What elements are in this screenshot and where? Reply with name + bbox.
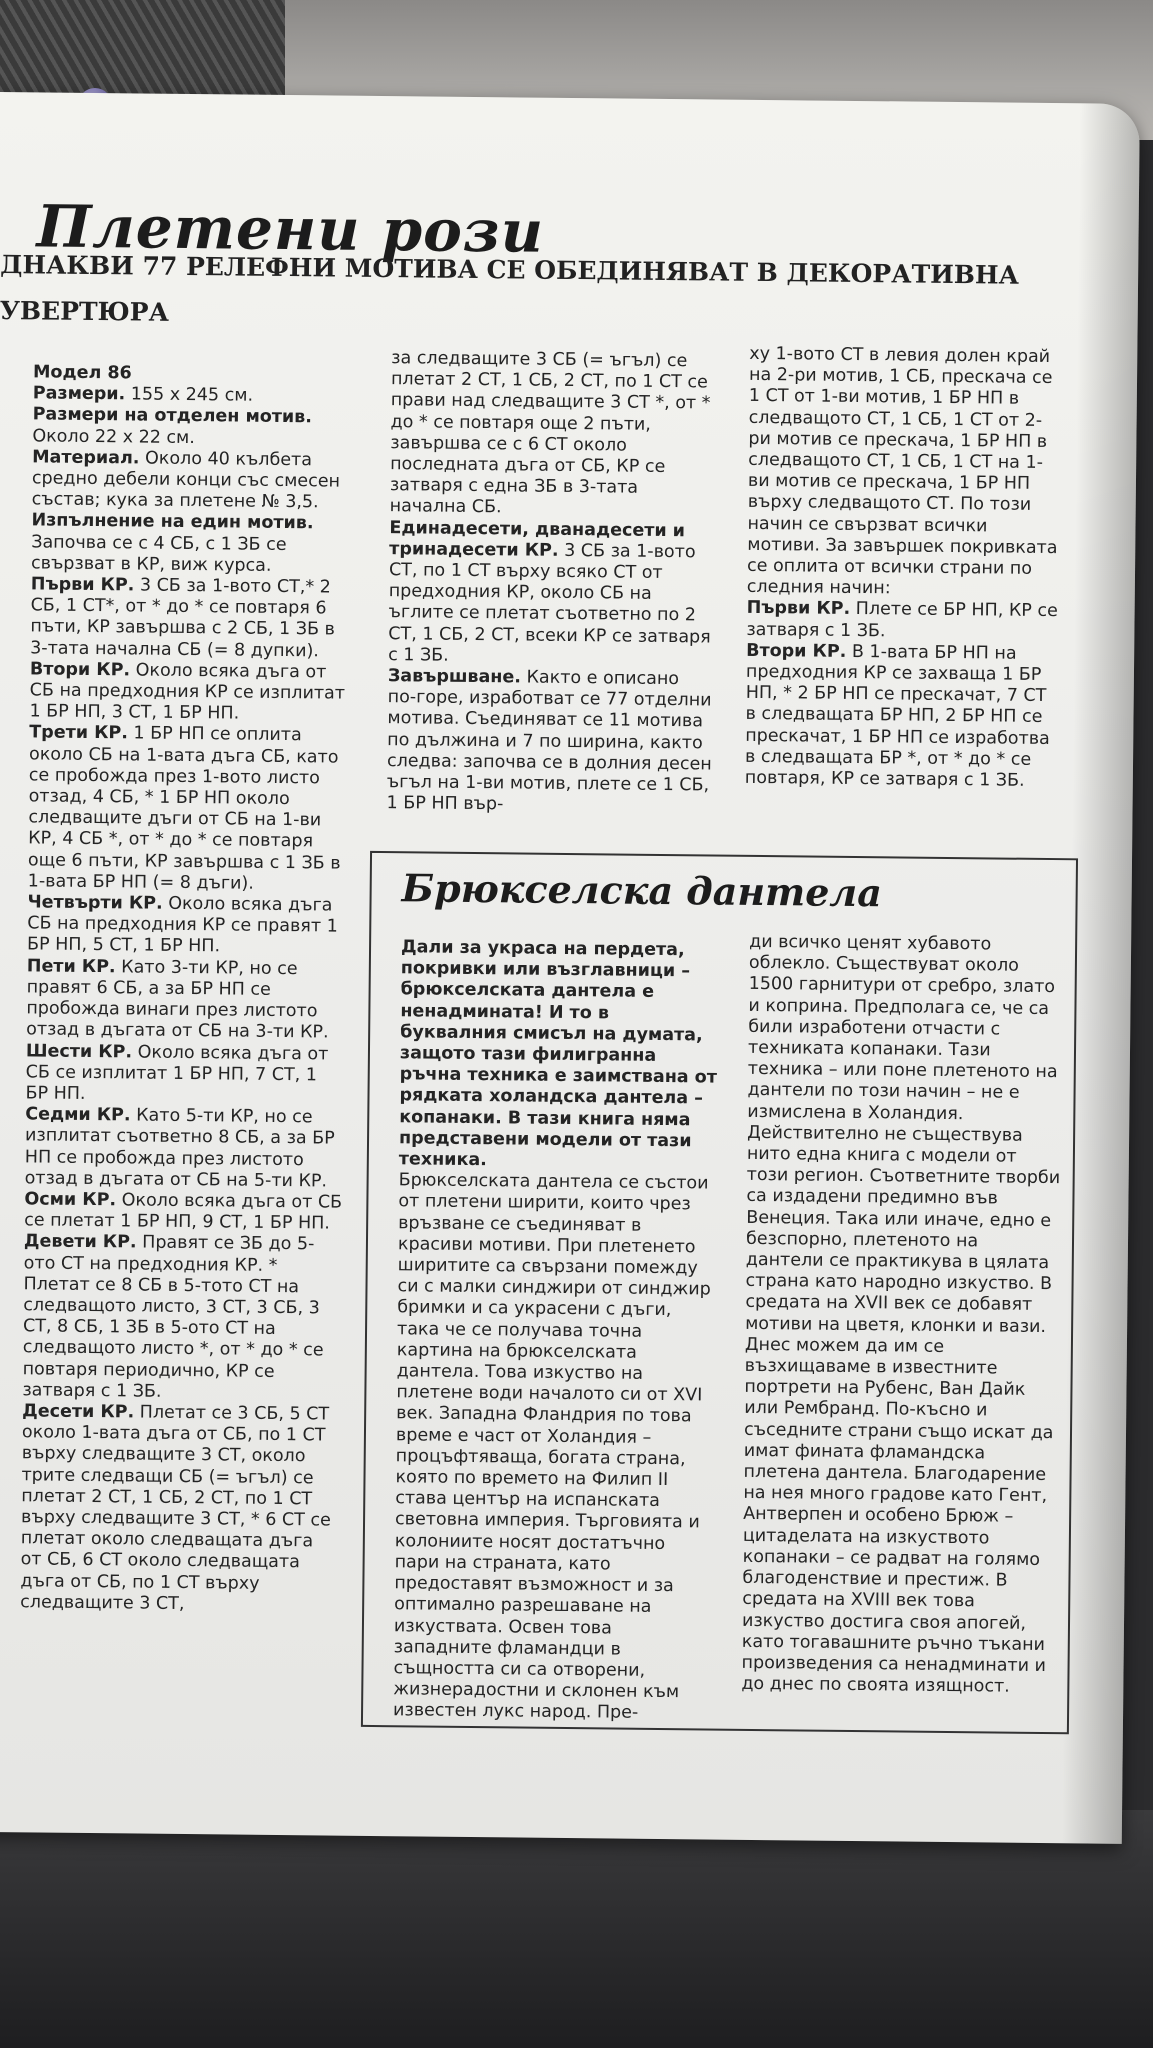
instruction-paragraph [25,1104,344,1192]
instruction-paragraph [25,1041,344,1108]
instruction-text: 1 БР НП се оплита около СБ на 1-вата дъга СБ, като се пробожда през 1-вото листо отзад, 4 СБ, * 1 БР НП около следващите дъги от СБ на 1-ви КР, 4 СБ *, от * до * се повтаря още 6 пъти, КР завършва с 1 ЗБ в 1-вата БР НП (= 8 дъги). [27,723,341,894]
page-title: Плетени рози [36,192,545,266]
instruction-label: Материал. [32,447,140,469]
instruction-paragraph [32,405,350,451]
sidebar-lead: Дали за украса на пердета, покривки или възглавници – брюкселската дантела е ненадмината! И то в буквалния смисъл на думата, защото тази филигранна ръчна техника е заимствана от рядката холандска дантела – копанаки. В тази книга няма представени модели от тази техника. [398,937,718,1171]
instruction-paragraph [26,956,345,1044]
instruction-paragraph [29,659,348,726]
instruction-label: Втори КР. [29,659,131,681]
instruction-label: Първи КР. [746,598,851,620]
instruction-paragraph [31,511,350,578]
instruction-paragraph [20,1401,340,1616]
sidebar-column-2 [741,932,1064,1699]
instructions-column-2 [386,348,716,818]
instruction-text: В 1-вата БР НП на предходния КР се захваща 1 БР НП, * 2 БР НП се прескачат, 7 СТ в следващата БР НП, 2 БР НП се прескачат, 1 БР НП се изработва в следващата БР *, от * до * се повтаря, КР се затваря с 1 ЗБ. [744,641,1050,791]
instruction-label: Десети КР. [22,1401,135,1423]
instruction-paragraph [386,666,713,818]
instruction-paragraph [27,892,346,959]
instruction-text: Плете се БР НП, КР се затваря с 1 ЗБ. [746,599,1058,641]
sidebar-column-1 [393,937,721,1725]
sidebar-title: Брюкселска дантела [401,865,883,916]
instruction-paragraph [746,598,1061,644]
instruction-text: Около 40 кълбета средно дебели конци със смесен състав; кука за плетене № 3,5. [31,448,341,513]
instruction-label: Размери на отделен мотив. [32,404,313,428]
instruction-label: Осми КР. [24,1189,117,1211]
background-floor [0,1810,1153,2048]
instruction-label: Завършване. [387,666,522,688]
instruction-label: Втори КР. [746,640,847,662]
instruction-label: Девети КР. [23,1231,137,1253]
instruction-paragraph [28,723,348,896]
instruction-text: Правят се ЗБ до 5-ото СТ на предходния КР. * Плетат се 8 СБ в 5-тото СТ на следващото листо, 3 СТ, 3 СБ, 3 СТ, 8 СБ, 1 ЗБ в 5-ото СТ на следващото листо *, от * до * се повтаря периодично, КР се затваря с 1 ЗБ. [22,1232,324,1402]
instruction-text: Около всяка дъга от СБ се изплитат 1 БР НП, 7 СТ, 1 БР НП. [25,1041,329,1104]
instruction-label: Единадесети, дванадесети и тринадесети КР. [389,517,686,561]
instruction-text: 3 СБ за 1-вото СТ, по 1 СТ върху всяко СТ от предходния КР, около СБ на ъглите се плетат съответно по 2 СТ, 1 СБ, 2 СТ, всеки КР се затваря с 1 ЗБ. [388,540,711,666]
instruction-text: Като 3-ти КР, но се правят 6 СБ, а за БР НП се пробожда винаги през листото отзад в дъгата от СБ на 3-ти КР. [26,956,329,1043]
instruction-text: Около 22 х 22 см. [32,425,195,448]
page-subtitle: ДНАКВИ 77 РЕЛЕФНИ МОТИВА СЕ ОБЕДИНЯВАТ В ДЕКОРАТИВНА УВЕРТЮРА [0,250,1020,327]
instruction-label: Размери. [32,383,126,405]
instruction-label: Модел 86 [32,362,132,384]
instruction-paragraph [30,574,349,662]
instruction-text: Както е описано по-горе, изработват се 77 отделни мотива. Съединяват се 11 мотива по дължина и 7 по ширина, както следва: започва се в долния десен ъгъл на 1-ви мотив, плете се 1 СБ, 1 БР НП вър- [386,667,712,815]
instruction-label: Пети КР. [26,956,116,977]
instruction-text: за следващите 3 СБ (= ъгъл) се плетат 2 СТ, 1 СБ, 2 СТ, по 1 СТ се прави над следващите 3 СТ *, от * до * се повтаря още 2 пъти, завършва се с 6 СТ около последната дъга от СБ, КР се затваря с една ЗБ в 3-тата начална СБ. [389,348,711,518]
instruction-label: Изпълнение на един мотив. [31,510,314,534]
instruction-paragraph [32,447,351,514]
instruction-text: Като 5-ти КР, но се изплитат съответно 8 СБ, а за БР НП се пробожда през листото отзад в дъгата от СБ на 5-ти КР. [24,1105,335,1192]
instruction-paragraph [24,1189,342,1235]
magazine-page [0,92,1140,1844]
instruction-paragraph [22,1232,342,1405]
instruction-paragraph [390,348,717,521]
sidebar-body-1: Брюкселската дантела се състои от плетени ширити, които чрез връзване се съединяват в красиви мотиви. При плетенето ширитите са свързани помежду си с малки синджири от синджир бримки и са украсени с дъги, така че се получава точна картина на брюкселската дантела. Това изкуство на плетене води началото си от XVI век. Западна Фландрия по това време е част от Холандия – процъфтяваща, богата страна, която по времето на Филип II става център на испанската световна империя. Търговията и колониите носят достатъчно пари на страната, като предоставят възможност и за оптимално разрешаване на изкуствата. Освен това западните фламандци в същността си са отворени, жизнерадостни и склонен към известен лукс народ. Пре- [392,1170,711,1724]
instruction-text: Около всяка дъга от СБ се плетат 1 БР НП, 9 СТ, 1 БР НП. [24,1190,343,1234]
instruction-label: Шести КР. [25,1040,133,1062]
instruction-paragraph [388,518,715,670]
instruction-label: Четвърти КР. [27,892,163,914]
instruction-paragraph [745,641,1062,793]
instruction-label: Трети КР. [29,722,129,744]
instruction-text: 3 СБ за 1-вото СТ,* 2 СБ, 1 СТ*, от * до * се повтаря 6 пъти, КР завършва с 2 СБ, 1 ЗБ в 3-тата начална СБ (= 8 дупки). [30,575,335,662]
instruction-paragraph [747,344,1065,602]
instruction-text: Плетат се 3 СБ, 5 СТ около 1-вата дъга от СБ, по 1 СТ върху следващите 3 СТ, около трите следващи СБ (= ъгъл) се плетат 2 СТ, 1 СБ, 2 СТ, по 1 СТ върху следващите 3 СТ, * 6 СТ се плетат около следващата дъга от СБ, 6 СТ около следващата дъга от СБ, по 1 СТ върху следващите 3 СТ, [20,1402,331,1614]
instruction-text: Започва се с 4 СБ, с 1 ЗБ се свързват в КР, виж курса. [30,531,287,576]
instruction-text: Около всяка дъга от СБ на предходния КР се изплитат 1 БР НП, 3 СТ, 1 БР НП. [29,660,346,724]
instruction-label: Първи КР. [30,574,135,596]
instruction-text: 155 х 245 см. [125,384,254,406]
instructions-column-1 [20,362,351,1616]
instruction-text: ху 1-вото СТ в левия долен край на 2-ри мотив, 1 СБ, прескача се 1 СТ от 1-ви мотив, 1 БР НП в следващото СТ, 1 СБ, 1 СТ от 2-ри мотив се прескача, 1 БР НП в следващото СТ, 1 СБ, 1 СТ на 1-ви мотив се прескача, 1 БР НП върху следващото СТ. По този начин се свързват всички мотиви. За завършек покривката се оплита от всички страни по следния начин: [746,343,1058,599]
instruction-text: Около всяка дъга СБ на предходния КР се правят 1 БР НП, 5 СТ, 1 БР НП. [26,893,338,957]
instructions-column-3 [745,344,1065,793]
instruction-label: Седми КР. [25,1104,131,1126]
sidebar-body-2: ди всичко ценят хубавото облекло. Съществуват около 1500 гарнитури от сребро, злато и коприна. Предполага се, че са били изработени отчасти с техниката копанаки. Тази техника – или поне плетеното на дантели по този начин – не е измислена в Холандия. Действително не съществува нито една книга с модели от този регион. Съответните творби са издадени предимно във Венеция. Така или иначе, едно е безспорно, плетеното на дантели се практикува в цялата страна като народно изкуство. В средата на XVII век се добавят мотиви на цветя, клонки и вази. Днес можем да им се възхищаваме в известните портрети на Рубенс, Ван Дайк или Рембранд. По-късно и съседните страни също искат да имат фината фламандска плетена дантела. Благодарение на нея много градове като Гент, Антверпен и особено Брюж – цитаделата на изкуството копанаки – се радват на голямо благоденствие и престиж. В средата на XVIII век това изкуство достига своя апогей, като тогавашните ръчно тъкани произведения са ненадминати и до днес по своята изящност. [741,931,1061,1697]
